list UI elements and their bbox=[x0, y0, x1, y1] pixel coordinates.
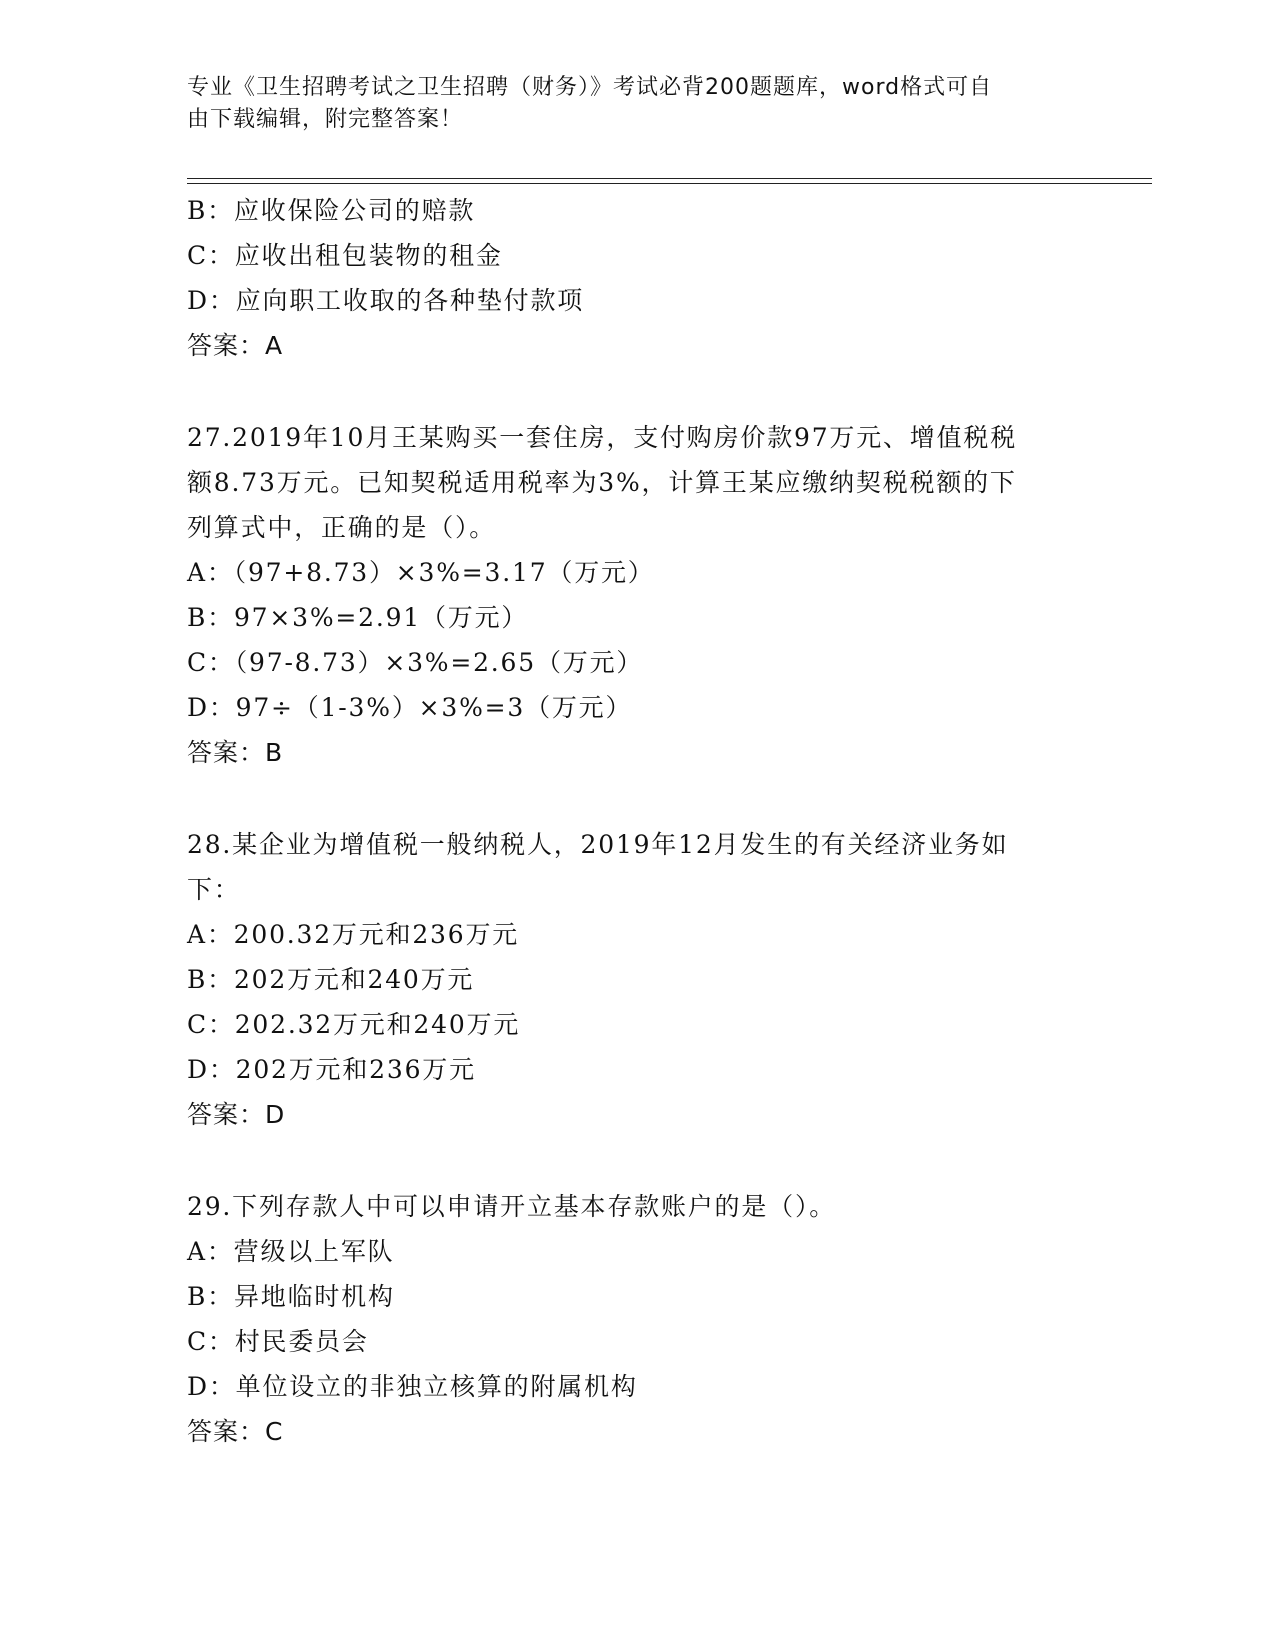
spacer bbox=[187, 368, 1087, 415]
page-header bbox=[187, 72, 1067, 136]
q26-option-c: C：应收出租包装物的租金 bbox=[187, 241, 503, 270]
spacer bbox=[187, 1137, 1087, 1184]
q29-option-d: D：单位设立的非独立核算的附属机构 bbox=[187, 1372, 638, 1401]
q26-answer: 答案：A bbox=[187, 331, 284, 360]
q28-option-c: C：202.32万元和240万元 bbox=[187, 1010, 521, 1039]
header-line-1: 专业《卫生招聘考试之卫生招聘（财务）》考试必背200题题库，word格式可自 bbox=[187, 75, 993, 100]
q29-answer: 答案：C bbox=[187, 1417, 284, 1446]
q27-answer: 答案：B bbox=[187, 738, 284, 767]
q28-stem-line-1: 28.某企业为增值税一般纳税人，2019年12月发生的有关经济业务如 bbox=[187, 830, 1009, 859]
question-29 bbox=[187, 1184, 1087, 1454]
q28-stem-line-2: 下： bbox=[187, 875, 241, 904]
q28-option-a: A：200.32万元和236万元 bbox=[187, 920, 520, 949]
spacer bbox=[187, 775, 1087, 822]
header-rule-top bbox=[187, 178, 1152, 179]
q27-stem-line-3: 列算式中，正确的是（）。 bbox=[187, 513, 497, 542]
question-28 bbox=[187, 822, 1087, 1137]
q28-option-d: D：202万元和236万元 bbox=[187, 1055, 476, 1084]
q27-stem-line-1: 27.2019年10月王某购买一套住房，支付购房价款97万元、增值税税 bbox=[187, 423, 1018, 452]
q27-option-a: A：（97+8.73）×3%=3.17（万元） bbox=[187, 558, 655, 587]
question-27 bbox=[187, 415, 1087, 775]
q27-option-d: D：97÷（1-3%）×3%=3（万元） bbox=[187, 693, 633, 722]
q26-option-b: B：应收保险公司的赔款 bbox=[187, 196, 476, 225]
q27-stem-line-2: 额8.73万元。已知契税适用税率为3%，计算王某应缴纳契税税额的下 bbox=[187, 468, 1017, 497]
header-line-2: 由下载编辑，附完整答案！ bbox=[187, 107, 464, 132]
q29-option-c: C：村民委员会 bbox=[187, 1327, 369, 1356]
q29-stem-line-1: 29.下列存款人中可以申请开立基本存款账户的是（）。 bbox=[187, 1192, 837, 1221]
q28-option-b: B：202万元和240万元 bbox=[187, 965, 475, 994]
q29-option-a: A：营级以上军队 bbox=[187, 1237, 395, 1266]
q28-answer: 答案：D bbox=[187, 1100, 286, 1129]
q27-option-c: C：（97-8.73）×3%=2.65（万元） bbox=[187, 648, 644, 677]
question-list bbox=[187, 188, 1087, 1454]
q26-option-d: D：应向职工收取的各种垫付款项 bbox=[187, 286, 585, 315]
question-26-tail bbox=[187, 188, 1087, 368]
header-rule-bottom bbox=[187, 183, 1152, 184]
q27-option-b: B：97×3%=2.91（万元） bbox=[187, 603, 529, 632]
q29-option-b: B：异地临时机构 bbox=[187, 1282, 395, 1311]
